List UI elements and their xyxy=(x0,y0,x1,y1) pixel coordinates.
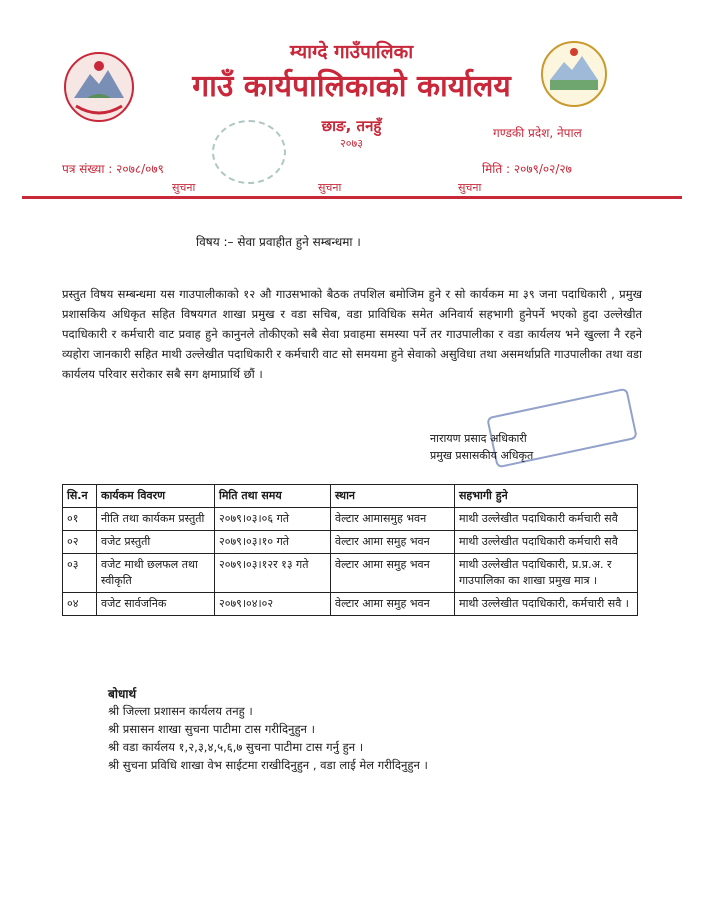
table-cell: वजेट प्रस्तुती xyxy=(97,531,215,554)
table-cell: वेल्टार आमासमुह भवन xyxy=(331,508,455,531)
table-cell: २०७९।०४।०२ xyxy=(215,593,331,616)
table-cell: वेल्टार आमा समुह भवन xyxy=(331,593,455,616)
cc-line: श्री प्रसासन शाखा सुचना पाटीमा टास गरीदिनुहुन । xyxy=(108,722,315,736)
table-cell: ०२ xyxy=(63,531,97,554)
cc-line: श्री जिल्ला प्रशासन कार्यलय तनहु । xyxy=(108,704,253,718)
column-header: कार्यकम विवरण xyxy=(97,485,215,508)
office-name: गाउँ कार्यपालिकाको कार्यालय xyxy=(192,69,511,104)
signer-name: नारायण प्रसाद अधिकारी xyxy=(430,432,527,445)
municipality-name: म्याग्दे गाउँपालिका xyxy=(289,41,414,63)
table-cell: ०१ xyxy=(63,508,97,531)
reference-number: पत्र संख्या : २०७८/०७९ xyxy=(62,162,164,176)
cc-line: श्री वडा कार्यलय १,२,३,४,५,६,७ सुचना पाटीमा टास गर्नु हुन । xyxy=(108,740,364,754)
letter-body: प्रस्तुत विषय सम्बन्धमा यस गाउपालीकाको १२ औ गाउसभाको बैठक तपशिल बमोजिम हुने र सो कार्यकम मा ३९ जना पदाधिकारी , प्रमुख प्रशासकिय अधिकृत सहित विषयगत शाखा प्रमुख र वडा सचिब, वडा प्राविधिक समेत अनिवार्य सहभागी हुनेपर्ने भएको हुदा उल्लेखीत पदाधिकारी र कर्मचारी वाट प्रवाह हुने कानुनले तोकीएको सबै सेवा प्रवाहमा समस्या पर्ने तर गाउपालीका र वडा कार्यलय भने खुल्ला नै रहने व्यहोरा जानकारी सहित माथी उल्लेखीत पदाधिकारी र कर्मचारी वाट सो समयमा हुने सेवाको असुविधा तथा असमर्थाप्रति गाउपालीका तथा वडा कार्यलय परिवार सरोकार सबै सग क्षमाप्रार्थि छौं । xyxy=(62,287,642,381)
header-divider xyxy=(22,196,682,199)
table-cell: माथी उल्लेखीत पदाधिकारी, प्र.प्र.अ. र गाउपालिका का शाखा प्रमुख मात्र । xyxy=(455,554,638,593)
table-row xyxy=(63,508,638,531)
table-cell: ०३ xyxy=(63,554,97,593)
table-row xyxy=(63,593,638,616)
office-stamp xyxy=(212,120,286,184)
table-header-row xyxy=(63,485,638,508)
table-cell: माथी उल्लेखीत पदाधिकारी कर्मचारी सवै xyxy=(455,508,638,531)
signature-block xyxy=(430,430,533,464)
table-cell: वजेट सार्वजनिक xyxy=(97,593,215,616)
notice-word-1: सुचना xyxy=(172,181,196,194)
subject-line: विषय :– सेवा प्रवाहीत हुने सम्बन्धमा । xyxy=(196,235,361,249)
notice-word-2: सुचना xyxy=(318,181,342,194)
schedule-table xyxy=(62,484,638,616)
column-header: मिति तथा समय xyxy=(215,485,331,508)
letter-date: मिति : २०७९/०२/२७ xyxy=(482,162,572,176)
office-location: छाङ, तनहुँ xyxy=(321,117,382,135)
table-cell: माथी उल्लेखीत पदाधिकारी कर्मचारी सवै xyxy=(455,531,638,554)
table-row xyxy=(63,531,638,554)
table-cell: वेल्टार आमा समुह भवन xyxy=(331,554,455,593)
cc-title: बोधार्थ xyxy=(108,687,137,701)
table-cell: २०७९।०३।१२र १३ गते xyxy=(215,554,331,593)
table-cell: वजेट माथी छलफल तथा स्वीकृति xyxy=(97,554,215,593)
table-cell: २०७९।०३।०६ गते xyxy=(215,508,331,531)
cc-line: श्री सुचना प्रविधि शाखा वेभ साईटमा राखीदिनुहुन , वडा लाई मेल गरीदिनुहुन । xyxy=(108,758,428,772)
table-cell: माथी उल्लेखीत पदाधिकारी, कर्मचारी सवै । xyxy=(455,593,638,616)
table-cell: नीति तथा कार्यकम प्रस्तुती xyxy=(97,508,215,531)
column-header: सहभागी हुने xyxy=(455,485,638,508)
notice-word-3: सुचना xyxy=(458,181,482,194)
province-label: गण्डकी प्रदेश, नेपाल xyxy=(493,126,582,140)
table-row xyxy=(63,554,638,593)
column-header: सि.न xyxy=(63,485,97,508)
table-cell: वेल्टार आमा समुह भवन xyxy=(331,531,455,554)
establishment-year: २०७३ xyxy=(340,137,363,150)
column-header: स्थान xyxy=(331,485,455,508)
signer-title: प्रमुख प्रसासकीय अधिकृत xyxy=(430,449,534,462)
table-cell: २०७९।०३।१० गते xyxy=(215,531,331,554)
table-cell: ०४ xyxy=(63,593,97,616)
